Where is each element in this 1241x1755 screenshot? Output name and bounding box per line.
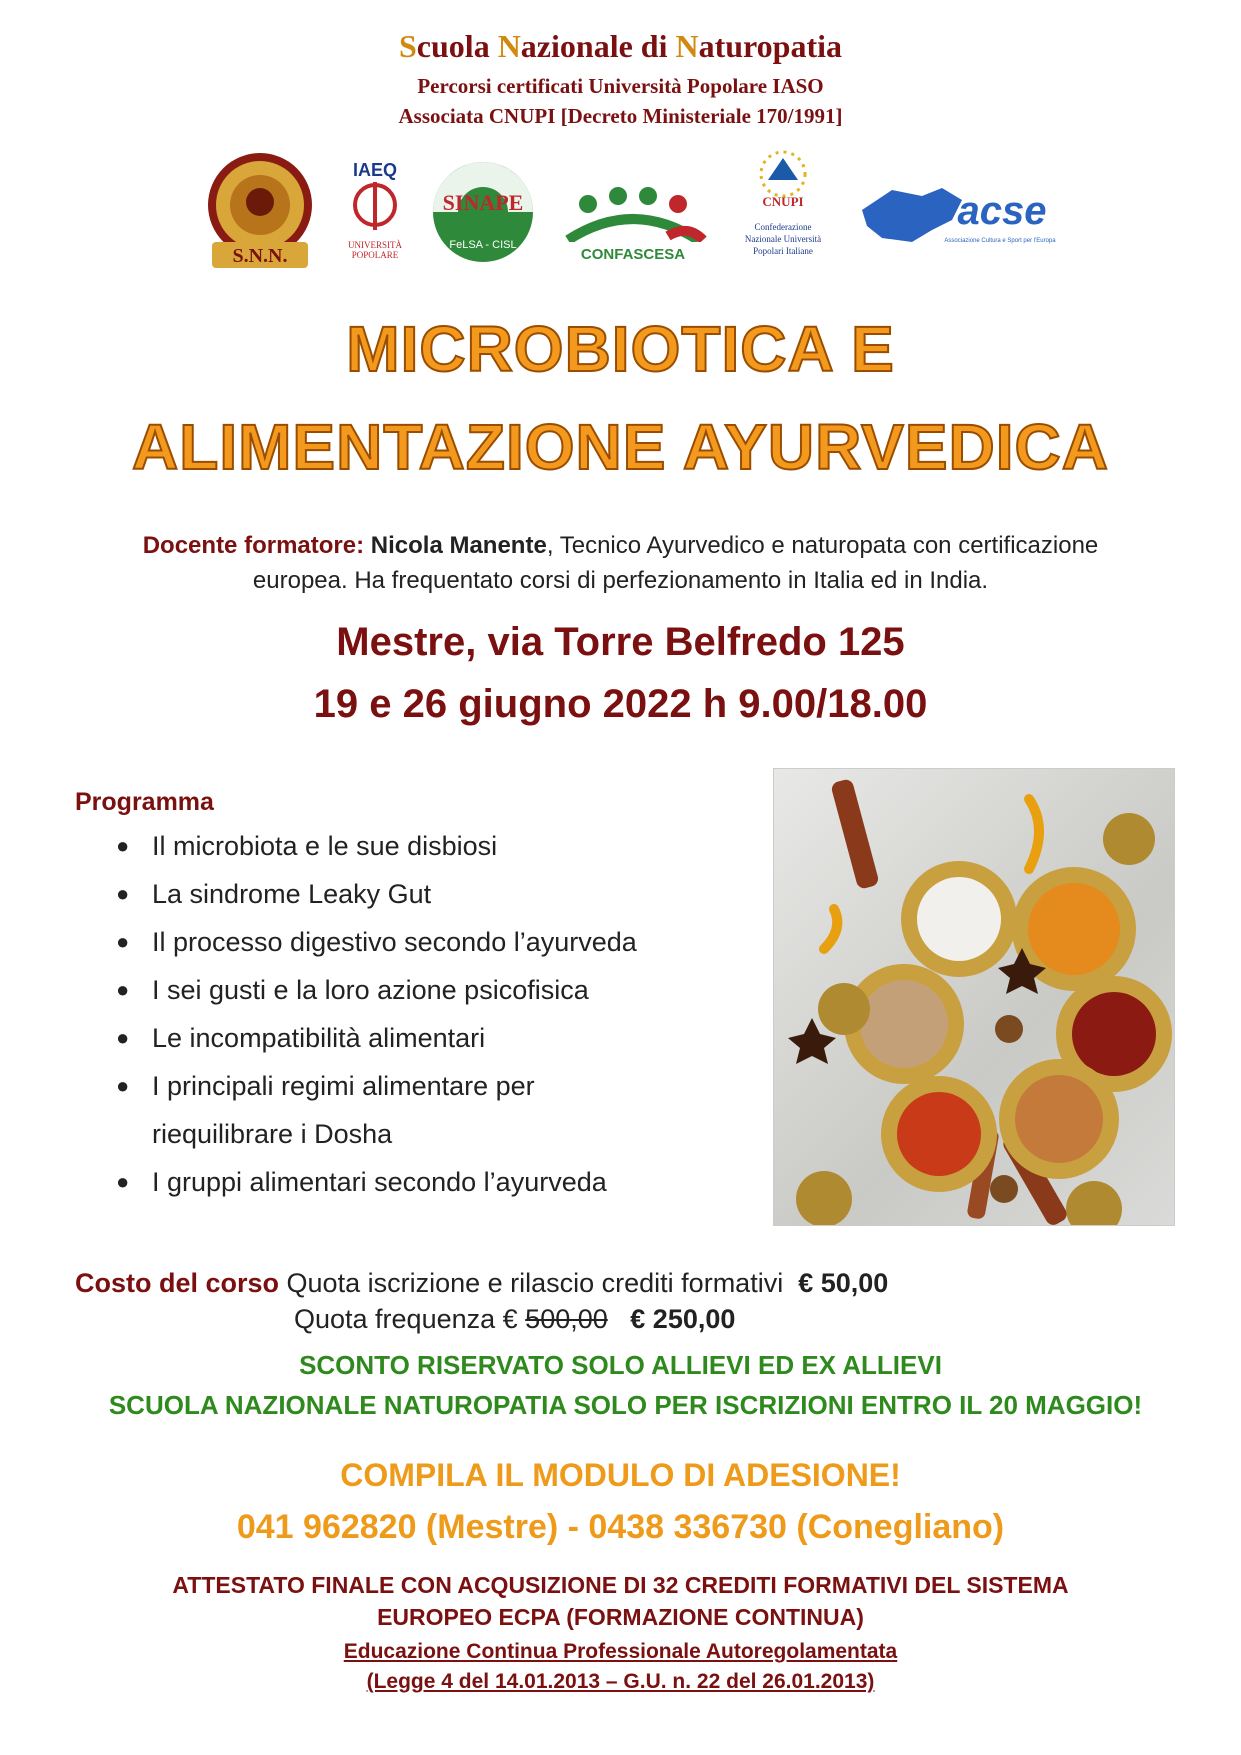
teacher-label: Docente formatore: — [142, 532, 365, 559]
certificate-line1: ATTESTATO FINALE CON ACQUSIZIONE DI 32 CREDITI FORMATIVI DEL SISTEMA — [172, 1572, 1069, 1598]
logo-row — [200, 150, 1080, 270]
certificate-line4: (Legge 4 del 14.01.2013 – G.U. n. 22 del 26.01.2013) — [366, 1670, 875, 1693]
cta-form: COMPILA IL MODULO DI ADESIONE! — [340, 1457, 901, 1493]
list-item: ● La sindrome Leaky Gut — [110, 870, 710, 918]
list-item: ● Il processo digestivo secondo l’ayurveda — [110, 918, 710, 966]
teacher-description-cont: europea. Ha frequentato corsi di perfezionamento in Italia ed in India. — [252, 567, 989, 594]
subtitle-certification: Percorsi certificati Università Popolare IASO — [417, 74, 824, 98]
bullet-icon: ● — [116, 1025, 130, 1050]
course-dates: 19 e 26 giugno 2022 h 9.00/18.00 — [313, 682, 928, 726]
program-heading: Programma — [75, 788, 214, 816]
cost-attendance-price: € 250,00 — [630, 1304, 736, 1334]
bullet-icon: ● — [116, 929, 130, 954]
certificate-line2: EUROPEO ECPA (FORMAZIONE CONTINUA) — [377, 1604, 864, 1630]
certificate-line3: Educazione Continua Professionale Autoregolamentata — [343, 1640, 898, 1663]
spices-photo — [773, 768, 1175, 1226]
acse-logo-text: acse — [957, 189, 1047, 233]
iaeq-logo-line1: UNIVERSITÀ — [348, 240, 402, 250]
cost-registration-text: Quota iscrizione e rilascio crediti formativi — [279, 1268, 784, 1298]
teacher-info — [80, 528, 1161, 598]
cost-line-registration — [75, 1268, 888, 1299]
cta-phones: 041 962820 (Mestre) - 0438 336730 (Conegliano) — [236, 1508, 1005, 1546]
acse-logo — [852, 180, 1062, 259]
main-title-line1: MICROBIOTICA E — [346, 313, 895, 385]
iaeq-logo-line2: POPOLARE — [351, 250, 399, 260]
cost-line-attendance — [294, 1304, 735, 1335]
list-item: ● I principali regimi alimentare per riequilibrare i Dosha — [110, 1062, 710, 1158]
teacher-description: , Tecnico Ayurvedico e naturopata con certificazione — [546, 532, 1099, 559]
cnupi-logo — [738, 144, 828, 277]
cnupi-logo-line3: Popolari Italiane — [753, 246, 813, 256]
list-item: ● Il microbiota e le sue disbiosi — [110, 822, 710, 870]
bullet-icon: ● — [116, 1169, 130, 1194]
cnupi-logo-text: CNUPI — [762, 194, 804, 209]
discount-line2: SCUOLA NAZIONALE NATUROPATIA SOLO PER ISCRIZIONI ENTRO IL 20 MAGGIO! — [108, 1390, 1143, 1420]
cost-attendance-text: Quota frequenza € — [294, 1304, 526, 1334]
cnupi-logo-line2: Nazionale Università — [744, 234, 822, 244]
bullet-icon: ● — [116, 881, 130, 906]
teacher-name: Nicola Manente — [370, 532, 547, 559]
confascesa-logo — [548, 174, 718, 271]
bullet-icon: ● — [116, 833, 130, 858]
list-item: ● Le incompatibilità alimentari — [110, 1014, 710, 1062]
cost-attendance-old-price: 500,00 — [525, 1304, 608, 1334]
school-name: Scuola Nazionale di Naturopatia — [399, 28, 842, 64]
snn-logo-text: S.N.N. — [232, 245, 288, 267]
cost-label: Costo del corso — [75, 1268, 280, 1298]
program-list — [110, 822, 710, 1206]
bullet-icon: ● — [116, 977, 130, 1002]
iaeq-logo-text: IAEQ — [352, 160, 398, 180]
sinape-logo-text: SINAPE — [442, 190, 524, 215]
venue-address: Mestre, via Torre Belfredo 125 — [336, 620, 905, 664]
sinape-logo-sub: FeLSA - CISL — [449, 239, 517, 251]
acse-logo-sub: Associazione Cultura e Sport per l'Europa — [944, 238, 1056, 244]
cnupi-logo-line1: Confederazione — [754, 222, 812, 232]
iaeq-logo — [340, 150, 410, 275]
list-item: ● I gruppi alimentari secondo l’ayurveda — [110, 1158, 710, 1206]
discount-line1: SCONTO RISERVATO SOLO ALLIEVI ED EX ALLIEVI — [299, 1350, 942, 1380]
list-item: ● I sei gusti e la loro azione psicofisica — [110, 966, 710, 1014]
sinape-logo — [428, 152, 538, 273]
subtitle-association: Associata CNUPI [Decreto Ministeriale 170/1991] — [398, 104, 843, 128]
cost-registration-price: € 50,00 — [798, 1268, 889, 1298]
snn-logo — [200, 150, 320, 275]
main-title-line2: ALIMENTAZIONE AYURVEDICA — [132, 411, 1109, 483]
confascesa-logo-text: CONFASCESA — [580, 246, 686, 263]
bullet-icon: ● — [116, 1073, 130, 1098]
